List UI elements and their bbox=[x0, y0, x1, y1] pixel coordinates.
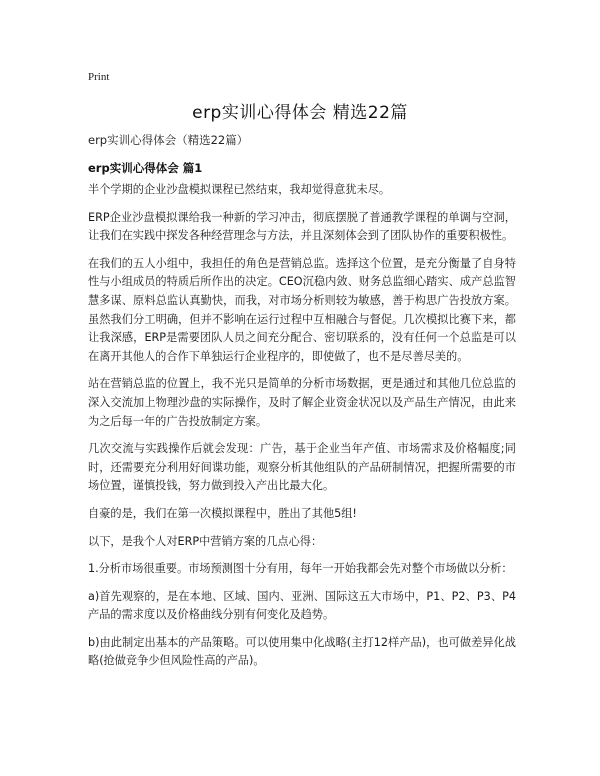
paragraph: b)由此制定出基本的产品策略。可以使用集中化战略(主打12样产品)，也可做差异化战略(抢做竞争少但风险性高的产品)。 bbox=[88, 635, 516, 668]
paragraph: ERP企业沙盘模拟课给我一种新的学习冲击，彻底摆脱了普通教学课程的单调与空洞，让我们在实践中探发各种经营理念与方法，并且深刻体会到了团队协作的重要积极性。 bbox=[88, 210, 516, 243]
document-title: erp实训心得体会 精选22篇 bbox=[192, 103, 408, 123]
paragraph: 在我们的五人小组中，我担任的角色是营销总监。选择这个位置，是充分衡量了自身特性与小组成员的特质后所作出的决定。CEO沉稳内敛、财务总监细心踏实、成产总监智慧多谋、原料总监认真勤快，而我，对市场分析则较为敏感，善于构思广告投放方案。虽然我们分工明确，但并不影响在运行过程中互相融合与督促。几次模拟比赛下来，都让我深感，ERP是需要团队人员之间充分配合、密切联系的，没有任何一个总监是可以在离开其他人的合作下单独运行企业程序的，即使做了，也不是尽善尽美的。 bbox=[88, 256, 516, 363]
paragraph: 1.分析市场很重要。市场预测图十分有用，每年一开始我都会先对整个市场做以分析： bbox=[88, 562, 513, 576]
paragraph: 半个学期的企业沙盘模拟课程已然结束，我却觉得意犹未尽。 bbox=[88, 183, 391, 196]
document-subtitle: erp实训心得体会（精选22篇） bbox=[88, 133, 249, 147]
paragraph: 站在营销总监的位置上，我不光只是简单的分析市场数据，更是通过和其他几位总监的深入交流加上物理沙盘的实际操作，及时了解企业资金状况以及产品生产情况，由此来为之后每一年的广告投放制定方案。 bbox=[88, 377, 516, 428]
section-heading: erp实训心得体会 篇1 bbox=[88, 161, 203, 175]
paragraph: 自豪的是，我们在第一次模拟课程中，胜出了其他5组! bbox=[88, 506, 357, 520]
document-body bbox=[88, 181, 516, 680]
paragraph: 几次交流与实践操作后就会发现：广告，基于企业当年产值、市场需求及价格幅度;同时，还需要充分利用好间谍功能，观察分析其他组队的产品研制情况，把握所需要的市场位置，谨慎投钱，努力做到投入产出比最大化。 bbox=[88, 442, 516, 493]
paragraph: 以下，是我个人对ERP中营销方案的几点心得： bbox=[88, 534, 323, 548]
paragraph: a)首先观察的，是在本地、区域、国内、亚洲、国际这五大市场中，P1、P2、P3、P4产品的需求度以及价格曲线分别有何变化及趋势。 bbox=[88, 589, 516, 622]
print-label[interactable]: Print bbox=[88, 71, 110, 83]
